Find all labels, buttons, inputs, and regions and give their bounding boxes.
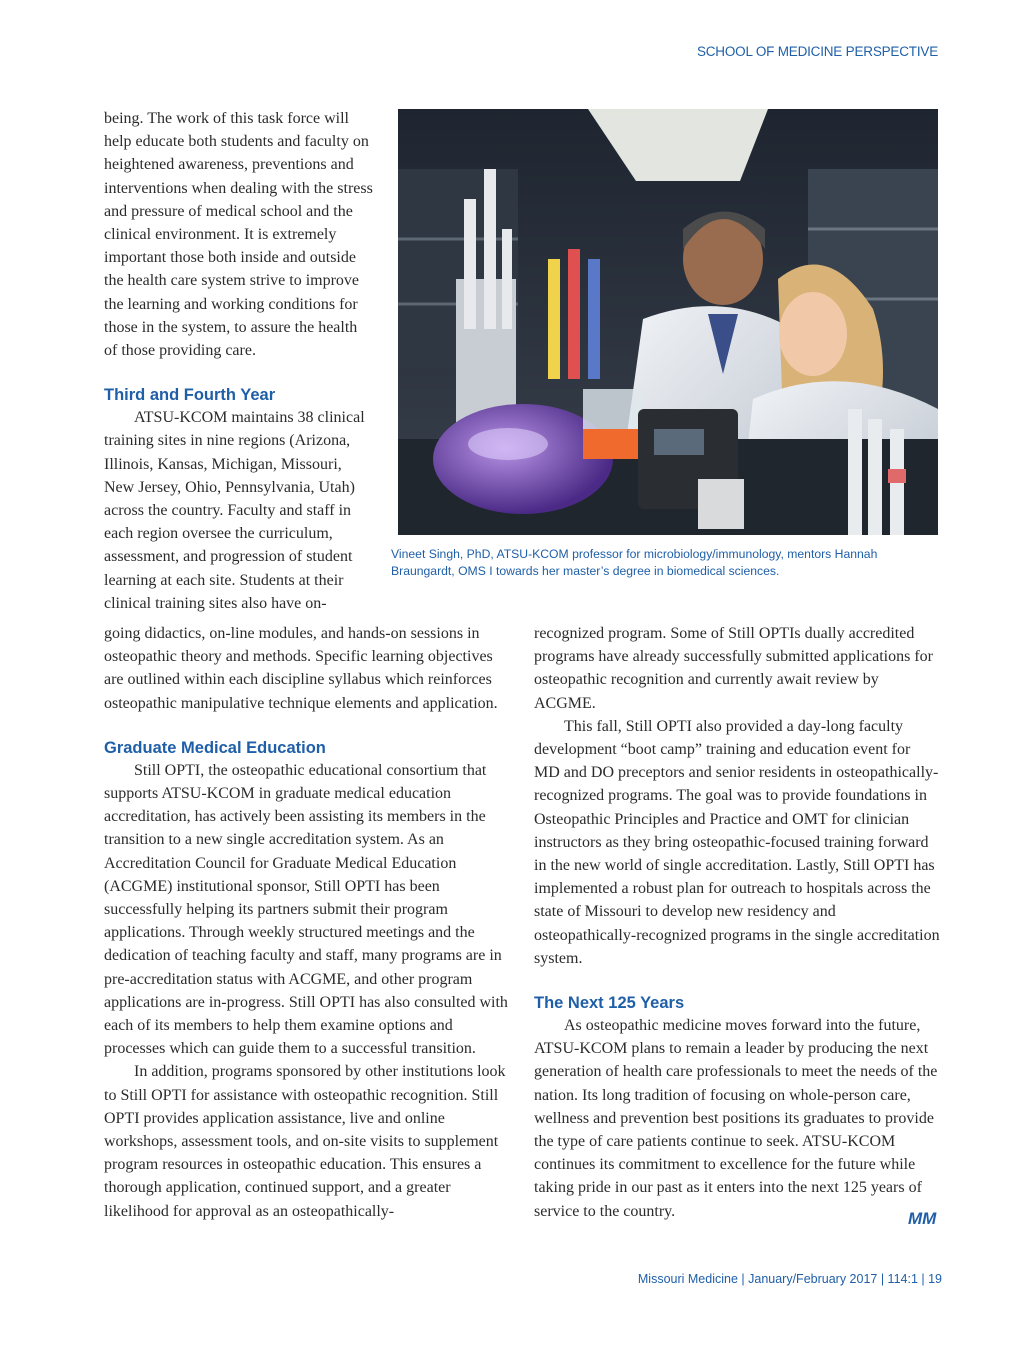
left-column [104,622,509,1223]
boot-camp-paragraph: This fall, Still OPTI also provided a day-long faculty development “boot camp” training and education event for MD and DO preceptors and senior residents in osteopathically-recognized programs. The goal was to provide foundations in Osteopathic Principles and Practice and OMT for clinician instructors as they bring osteopathic-focused training forward in the new world of single accreditation. Lastly, Still OPTI has implemented a robust plan for outreach to hospitals across the state of Missouri to develop new residency and osteopathically-recognized programs in the single accreditation system. [534,717,940,967]
gme-paragraph-1: Still OPTI, the osteopathic educational consortium that supports ATSU-KCOM in graduate medical education accreditation, has actively been assisting its members in the transition to a new single accreditation system. As an Accreditation Council for Graduate Medical Education (ACGME) institutional sponsor, Still OPTI has been successfully helping its partners submit their program applications. Through weekly structured meetings and the dedication of teaching faculty and staff, many programs are in pre-accreditation status with ACGME, and other program applications are in-progress. Still OPTI has also consulted with each of its members to help them examine options and processes which can guide them to a successful transition. [104,761,508,1058]
intro-paragraph: being. The work of this task force will help educate both students and faculty on heightened awareness, preventions and interventions when dealing with the stress and pressure of medical school and the clinical environment. It is extremely important those both inside and outside the health care system strive to improve the learning and working conditions for those in the system, to assure the health of those providing care. [104,110,373,360]
next-125-heading: The Next 125 Years [534,994,685,1013]
gme-continuation: recognized program. Some of Still OPTIs dually accredited programs have already successfully submitted applications for osteopathic recognition and currently await review by ACGME. [534,625,933,712]
third-fourth-continued: going didactics, on-line modules, and hands-on sessions in osteopathic theory and methods. Specific learning objectives are outlined within each discipline syllabus which reinforces osteopathic manipulative technique elements and application. [104,625,498,712]
lab-scene-image [398,109,938,535]
gme-paragraph-2: In addition, programs sponsored by other institutions look to Still OPTI for assistance with osteopathic recognition. Still OPTI provides application assistance, live and online workshops, assessment tools, and on-site visits to supplement program resources in osteopathic education. This ensures a thorough application, continued support, and a greater likelihood for approval as an osteopathically- [104,1063,506,1220]
photo-caption: Vineet Singh, PhD, ATSU-KCOM professor for microbiology/immunology, mentors Hannah Braungardt, OMS I towards her master’s degree in biomedical sciences. [391,547,878,578]
lab-photo [398,109,938,535]
footer-citation: Missouri Medicine | January/February 2017 | 114:1 | 19 [637,1272,942,1286]
end-mark: MM [908,1209,937,1228]
next-125-paragraph: As osteopathic medicine moves forward into the future, ATSU-KCOM plans to remain a leader by producing the next generation of health care professionals to meet the needs of the nation. Its long tradition of focusing on whole-person care, wellness and prevention best positions its graduates to provide the type of care patients continue to seek. ATSU-KCOM continues its commitment to excellence for the future while taking pride in our past as it enters into the next 125 years of service to the country. [534,1017,938,1220]
gme-heading: Graduate Medical Education [104,738,326,757]
third-fourth-heading: Third and Fourth Year [104,386,276,405]
power-outlet [698,479,744,529]
right-column [534,622,940,1223]
intro-column [104,107,374,615]
section-header: SCHOOL OF MEDICINE PERSPECTIVE [696,44,938,59]
person-female-face [779,292,847,376]
third-fourth-paragraph: ATSU-KCOM maintains 38 clinical training sites in nine regions (Arizona, Illinois, Kansas, Michigan, Missouri, New Jersey, Ohio, Pennsylvania, Utah) across the country. Faculty and staff in each region oversee the curriculum, assessment, and progression of student learning at each site. Students at their clinical training sites also have on- [104,409,365,612]
